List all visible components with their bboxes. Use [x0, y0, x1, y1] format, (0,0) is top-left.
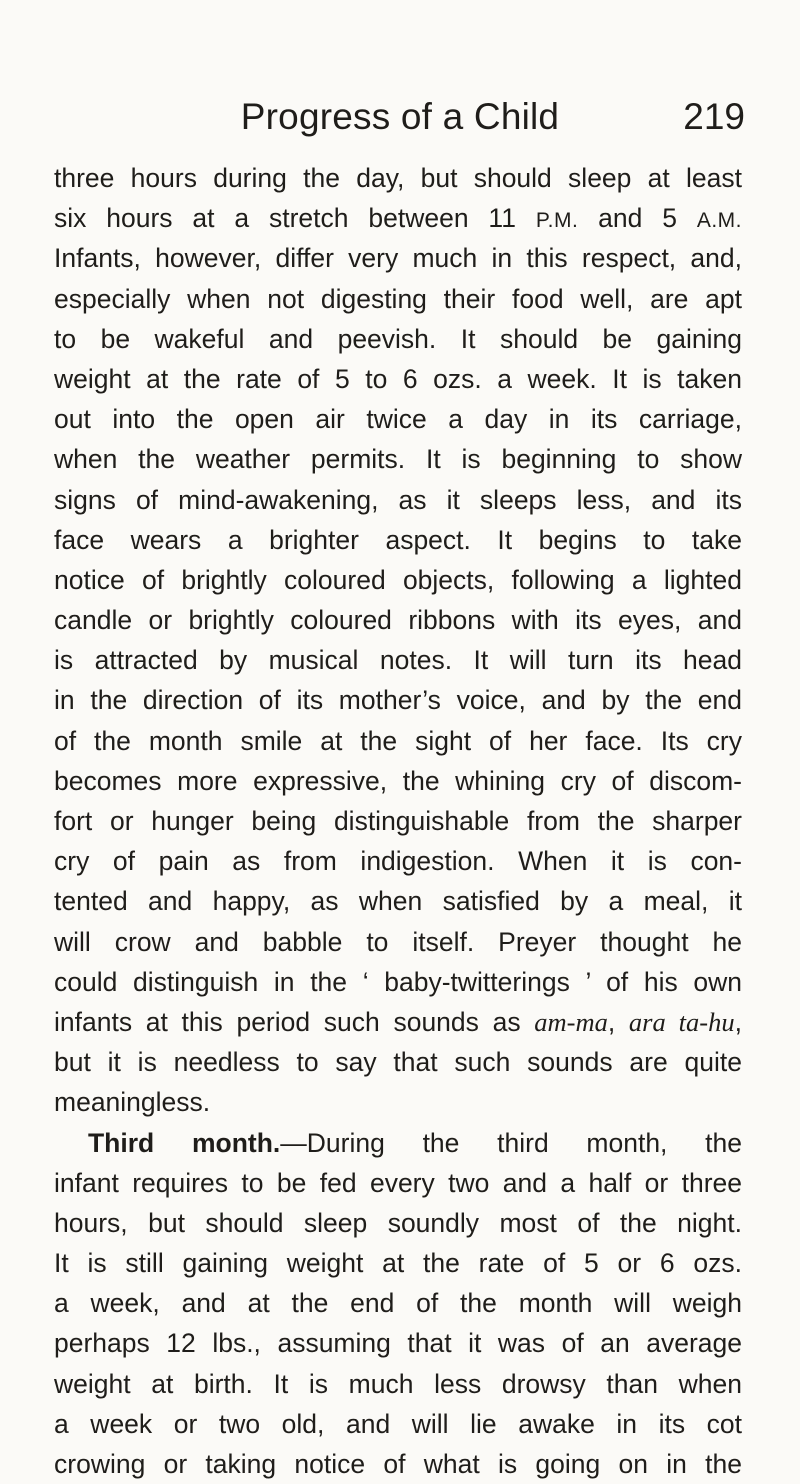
text-line: becomes more expressive, the whining cry of discom- [54, 765, 742, 796]
text-line: to be wakeful and peevish. It should be gaining [54, 323, 742, 354]
section-heading-line [54, 1123, 742, 1163]
text-segment: , [734, 1006, 742, 1037]
text-line: a week or two old, and will lie awake in its cot [54, 1408, 742, 1439]
text-line: meaningless. [54, 1087, 211, 1118]
text-segment: —During the third month, the [280, 1127, 742, 1158]
text-line: when the weather permits. It is beginning to show [54, 444, 742, 475]
text-line: three hours during the day, but should sleep at least [54, 163, 742, 193]
body-text [54, 158, 742, 1484]
text-line: of the month smile at the sight of her face. Its cry [54, 725, 742, 756]
text-segment: six hours at a stretch between 11 [54, 203, 536, 234]
text-line: candle or brightly coloured ribbons with its eyes, and [54, 605, 742, 636]
text-line: especially when not digesting their food well, are apt [54, 283, 742, 314]
text-line: notice of brightly coloured objects, following a lighted [54, 564, 742, 595]
italic-sound: am-ma [534, 1006, 608, 1037]
text-line: signs of mind-awakening, as it sleeps less, and its [54, 484, 742, 515]
text-segment: and 5 [578, 203, 697, 234]
text-line: out into the open air twice a day in its carriage, [54, 404, 742, 435]
text-line: a week, and at the end of the month will weigh [54, 1288, 742, 1319]
text-line: infant requires to be fed every two and a half or three [54, 1167, 742, 1198]
text-line: hours, but should sleep soundly most of the night. [54, 1207, 742, 1238]
run-in-heading: Third month. [88, 1127, 281, 1158]
text-line: is attracted by musical notes. It will turn its head [54, 645, 742, 676]
text-line: face wears a brighter aspect. It begins to take [54, 524, 742, 555]
text-line: cry of pain as from indigestion. When it is con- [54, 846, 742, 877]
text-line: could distinguish in the ‘ baby-twitterings ’ of his own [54, 966, 742, 997]
running-title: Progress of a Child [240, 96, 560, 137]
page-number: 219 [683, 96, 745, 137]
running-head [0, 92, 800, 142]
text-line: in the direction of its mother’s voice, and by the end [54, 685, 742, 716]
small-caps-time: A.M. [696, 209, 742, 233]
text-line: fort or hunger being distinguishable from the sharper [54, 806, 742, 836]
text-line [54, 198, 742, 238]
text-line: It is still gaining weight at the rate of 5 or 6 ozs. [54, 1248, 742, 1279]
text-line: but it is needless to say that such sounds are quite [54, 1047, 742, 1078]
italic-sound: ara ta-hu [628, 1006, 735, 1037]
text-line: will crow and babble to itself. Preyer thought he [54, 926, 742, 957]
text-line: perhaps 12 lbs., assuming that it was of an average [54, 1328, 742, 1359]
text-line [54, 1002, 742, 1042]
text-segment: , [607, 1006, 629, 1037]
small-caps-time: P.M. [535, 209, 579, 233]
text-line: crowing or taking notice of what is going on in the [54, 1449, 742, 1479]
text-line: Infants, however, differ very much in this respect, and, [54, 243, 742, 274]
text-line: tented and happy, as when satisfied by a meal, it [54, 886, 742, 917]
text-line: weight at the rate of 5 to 6 ozs. a week. It is taken [54, 363, 742, 394]
text-segment: infants at this period such sounds as [54, 1006, 535, 1037]
text-line: weight at birth. It is much less drowsy than when [54, 1368, 742, 1399]
